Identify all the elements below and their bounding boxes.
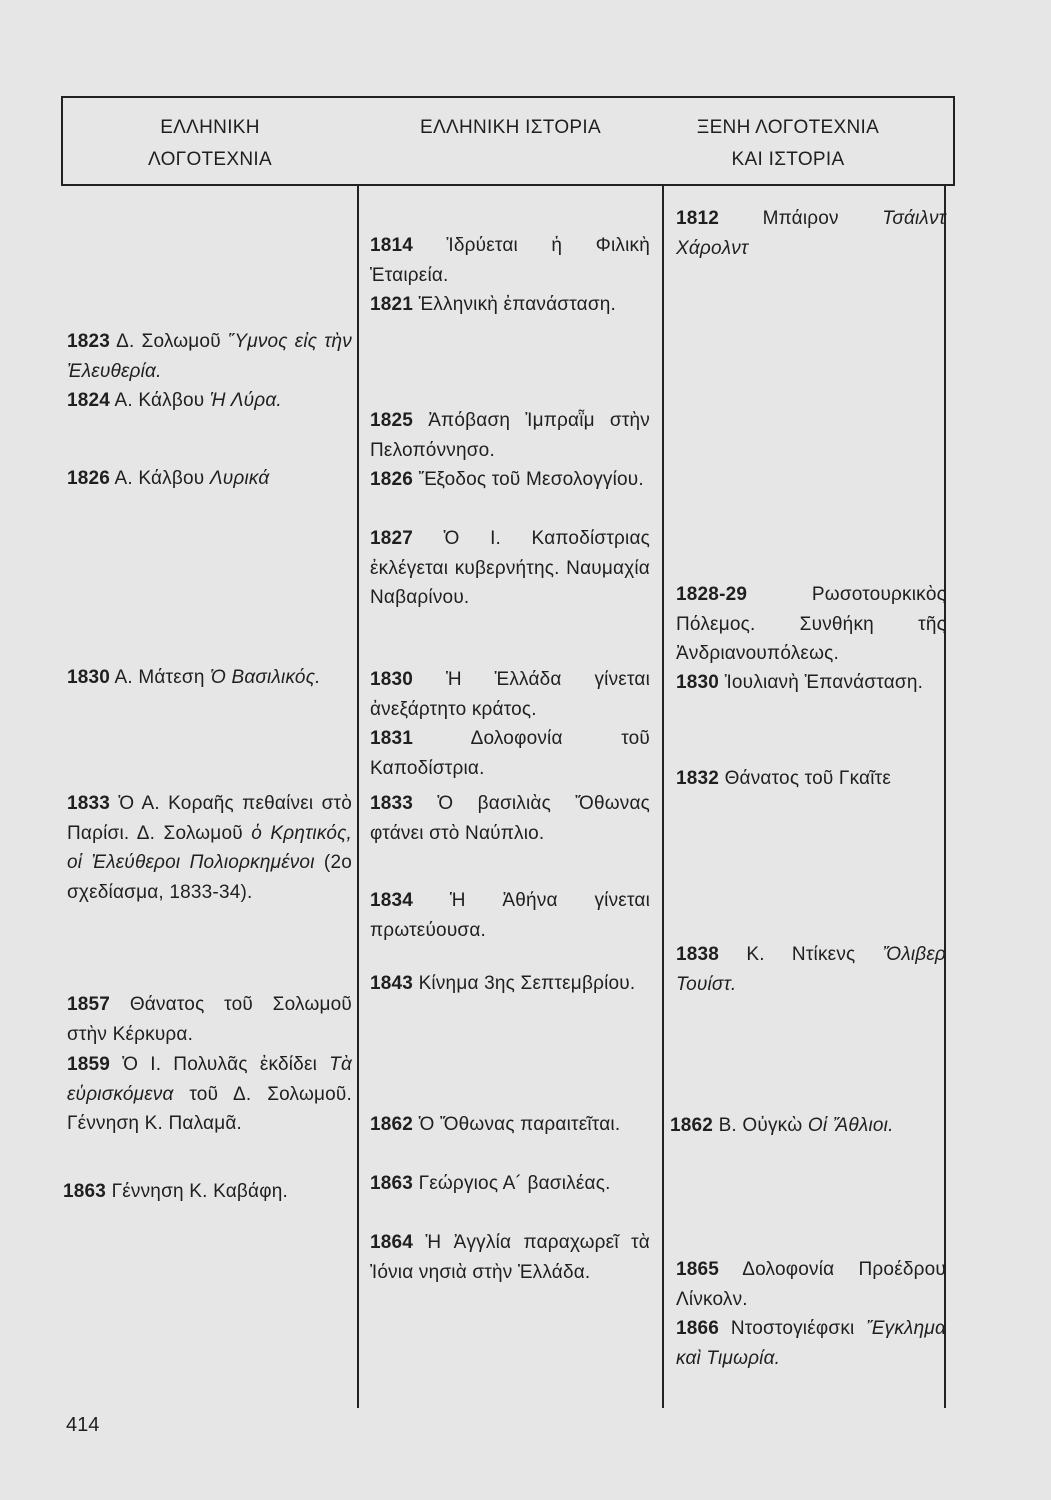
literature-entry-1826	[67, 464, 352, 494]
entry-text: Γεώργιος Α´ βασιλέας.	[418, 1173, 611, 1194]
entry-text: Ὁ Ι. Καποδίστριας ἐκλέγεται κυβερνήτης. Ναυμαχία Ναβαρίνου.	[370, 528, 650, 608]
history-entry-1825	[370, 406, 650, 465]
entry-year: 1821	[370, 294, 414, 315]
entry-title: Λυρικά	[209, 468, 270, 489]
entry-text: τοῦ Δ. Σολωμοῦ. Γέννηση Κ. Παλαμᾶ.	[67, 1083, 352, 1134]
entry-title: Ἔγκλημα καὶ Τιμωρία.	[676, 1318, 947, 1369]
entry-year: 1838	[676, 944, 720, 965]
history-entry-1863	[370, 1169, 650, 1199]
literature-entry-1857	[67, 990, 352, 1049]
entry-year: 1865	[676, 1259, 720, 1280]
entry-title: Ὄλιβερ Τουίστ.	[676, 944, 946, 995]
page-number: 414	[66, 1414, 100, 1436]
entry-text: Β. Οὐγκὼ	[718, 1115, 808, 1136]
entry-text: Ἔξοδος τοῦ Μεσολογγίου.	[418, 469, 644, 490]
history-entry-1834	[370, 886, 650, 945]
entry-text: Ἑλληνικὴ ἐπανάσταση.	[418, 294, 617, 315]
entry-title: Ἡ Λύρα.	[209, 390, 282, 411]
entry-year: 1833	[67, 793, 111, 814]
entry-text: Ὁ Ι. Πολυλᾶς ἐκδίδει	[122, 1054, 330, 1075]
entry-year: 1859	[67, 1054, 111, 1075]
header-greek-literature: ΕΛΛΗΝΙΚΗ ΛΟΓΟΤΕΧΝΙΑ	[148, 117, 272, 170]
literature-entry-1833	[67, 789, 352, 907]
header-foreign: ΞΕΝΗ ΛΟΓΟΤΕΧΝΙΑ ΚΑΙ ΙΣΤΟΡΙΑ	[696, 117, 880, 170]
entry-text: Ἡ Ἀγγλία παραχωρεῖ τὰ Ἰόνια νησιὰ στὴν Ἑλλάδα.	[370, 1232, 650, 1283]
history-entry-1831	[370, 724, 650, 783]
entry-year: 1827	[370, 528, 414, 549]
entry-title: ὁ Κρητικός, οἱ Ἐλεύθεροι Πολιορκημένοι	[67, 822, 352, 873]
entry-year: 1843	[370, 973, 414, 994]
entry-title: Τὰ εὑρισκόμενα	[67, 1054, 352, 1105]
entry-text: Ἡ Ἀθήνα γίνεται πρωτεύουσα.	[370, 890, 651, 941]
entry-year: 1833	[370, 793, 414, 814]
literature-entry-1859	[67, 1050, 352, 1139]
entry-year: 1826	[370, 469, 414, 490]
entry-text: (2ο σχεδίασμα, 1833-34).	[67, 852, 352, 903]
entry-text: Ρωσοτουρκικὸς Πόλεμος. Συνθήκη τῆς Ἀνδριανουπόλεως.	[676, 584, 946, 664]
entry-year: 1823	[67, 331, 111, 352]
entry-title: Ὕμνος εἰς τὴν Ἐλευθερία.	[67, 331, 352, 382]
entry-text: Ἀπόβαση Ἰμπραῗμ στὴν Πελοπόννησο.	[370, 410, 650, 461]
entry-title: Ὁ Βασιλικός.	[210, 667, 321, 688]
foreign-entry-1812	[676, 204, 946, 263]
entry-year: 1830	[67, 667, 111, 688]
column-divider-3	[944, 184, 946, 1408]
history-entry-1864	[370, 1228, 650, 1287]
literature-entry-1823	[67, 327, 352, 386]
entry-text: Α. Κάλβου	[114, 390, 210, 411]
entry-year: 1857	[67, 994, 111, 1015]
history-entry-1833	[370, 789, 650, 848]
entry-year: 1863	[63, 1181, 107, 1202]
entry-text: Ὁ Α. Κοραῆς πεθαίνει στὸ Παρίσι. Δ. Σολωμοῦ	[67, 793, 352, 844]
entry-text: Δολοφονία τοῦ Καποδίστρια.	[370, 728, 651, 779]
right-border	[953, 96, 955, 186]
entry-text: Ἰουλιανὴ Ἐπανάσταση.	[724, 672, 924, 693]
history-entry-1827	[370, 524, 650, 613]
entry-text: Μπάιρον	[762, 208, 883, 229]
history-entry-1862	[370, 1110, 650, 1140]
entry-text: Α. Κάλβου	[114, 468, 210, 489]
history-entry-1843	[370, 969, 650, 999]
header-bottom-border	[61, 184, 955, 186]
entry-title: Τσάιλντ Χάρολντ	[676, 208, 946, 259]
entry-year: 1863	[370, 1173, 414, 1194]
entry-year: 1864	[370, 1232, 414, 1253]
entry-text: Ὁ Ὄθωνας παραιτεῖται.	[418, 1114, 621, 1135]
history-entry-1814	[370, 231, 650, 290]
foreign-entry-1828	[676, 580, 946, 669]
entry-year: 1824	[67, 390, 111, 411]
entry-text: Ὁ βασιλιὰς Ὄθωνας φτάνει στὸ Ναύπλιο.	[370, 793, 651, 844]
history-entry-1826	[370, 465, 650, 495]
entry-year: 1825	[370, 410, 414, 431]
entry-text: Θάνατος τοῦ Γκαῖτε	[724, 768, 892, 789]
entry-year: 1814	[370, 235, 414, 256]
entry-year: 1834	[370, 890, 414, 911]
entry-text: Α. Μάτεση	[114, 667, 211, 688]
column-divider-2	[662, 184, 664, 1408]
foreign-entry-1866	[676, 1314, 946, 1373]
literature-entry-1824	[67, 386, 352, 416]
entry-year: 1812	[676, 208, 720, 229]
foreign-entry-1830	[676, 668, 946, 698]
table-top-border	[61, 96, 955, 98]
entry-title: Οἱ Ἄθλιοι.	[807, 1115, 894, 1136]
entry-year: 1866	[676, 1318, 720, 1339]
entry-year: 1828-29	[676, 584, 748, 605]
history-entry-1830	[370, 665, 650, 724]
entry-year: 1832	[676, 768, 720, 789]
entry-year: 1831	[370, 728, 414, 749]
entry-year: 1826	[67, 468, 111, 489]
entry-text: Γέννηση Κ. Καβάφη.	[111, 1181, 288, 1202]
entry-text: Ἡ Ἑλλάδα γίνεται ἀνεξάρτητο κράτος.	[370, 669, 650, 720]
history-entry-1821	[370, 290, 650, 320]
entry-text: Δολοφονία Προέδρου Λίνκολν.	[676, 1259, 947, 1310]
entry-year: 1862	[370, 1114, 414, 1135]
foreign-entry-1862	[670, 1111, 940, 1141]
entry-year: 1830	[370, 669, 414, 690]
column-divider-1	[357, 184, 359, 1408]
literature-entry-1830	[67, 663, 352, 693]
entry-text: Ντοστογιέφσκι	[730, 1318, 867, 1339]
entry-text: Ἱδρύεται ἡ Φιλικὴ Ἑταιρεία.	[370, 235, 650, 286]
foreign-entry-1865	[676, 1255, 946, 1314]
entry-text: Δ. Σολωμοῦ	[116, 331, 228, 352]
foreign-entry-1832	[676, 764, 946, 794]
foreign-entry-1838	[676, 940, 946, 999]
entry-year: 1830	[676, 672, 720, 693]
entry-text: Κ. Ντίκενς	[746, 944, 883, 965]
header-greek-history: ΕΛΛΗΝΙΚΗ ΙΣΤΟΡΙΑ	[420, 117, 601, 138]
entry-text: Κίνημα 3ης Σεπτεμβρίου.	[418, 973, 636, 994]
entry-year: 1862	[670, 1115, 714, 1136]
entry-text: Θάνατος τοῦ Σολωμοῦ στὴν Κέρκυρα.	[67, 994, 352, 1045]
literature-entry-1863	[63, 1177, 348, 1207]
